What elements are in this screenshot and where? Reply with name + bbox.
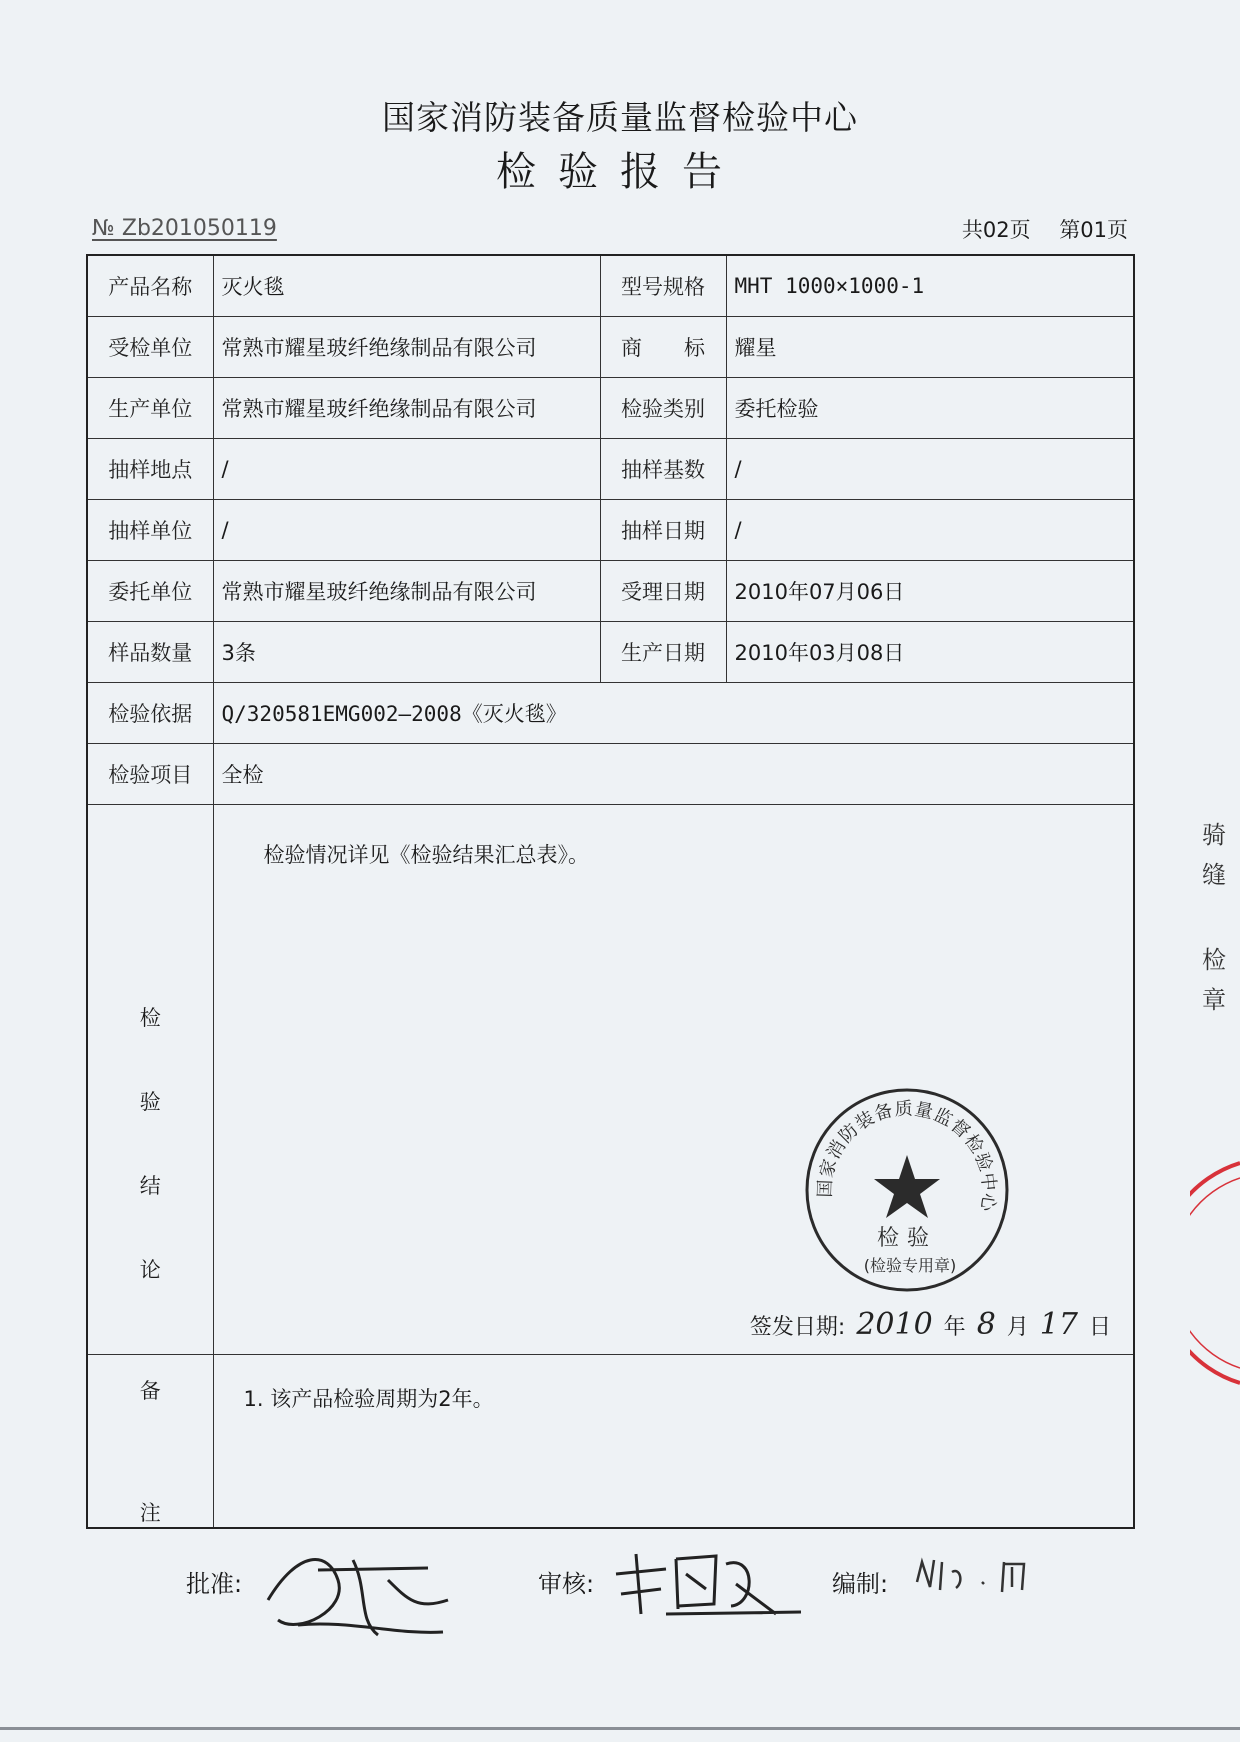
sampling-place-label: 抽样地点 <box>87 438 213 499</box>
items-label: 检验项目 <box>87 743 213 804</box>
conclusion-text: 检验情况详见《检验结果汇总表》。 <box>263 842 589 867</box>
model-spec-value: MHT 1000×1000-1 <box>726 255 1134 316</box>
basis-value: Q/320581EMG002—2008《灭火毯》 <box>213 682 1134 743</box>
sign-day-unit: 日 <box>1088 1314 1111 1340</box>
table-row <box>87 316 1134 377</box>
approve-label: 批准: <box>186 1570 243 1598</box>
sign-year-unit: 年 <box>943 1314 966 1340</box>
sampling-date-value: / <box>726 499 1134 560</box>
basis-label: 检验依据 <box>87 682 213 743</box>
remarks-text: 1. 该产品检验周期为2年。 <box>243 1386 494 1411</box>
client-label: 委托单位 <box>87 560 213 621</box>
seal-bottom-text: (检验专用章) <box>863 1255 956 1275</box>
signature-area <box>0 1550 1240 1670</box>
sign-date-label: 签发日期: <box>749 1314 846 1340</box>
trademark-value: 耀星 <box>726 316 1134 377</box>
sign-year: 2010 <box>856 1306 933 1342</box>
compile-signature <box>912 1552 1042 1602</box>
production-date-value: 2010年03月08日 <box>726 621 1134 682</box>
inspection-seal <box>802 1085 1012 1295</box>
table-row <box>87 621 1134 682</box>
remarks-char: 注 <box>139 1500 161 1525</box>
remarks-content <box>213 1354 1134 1528</box>
total-pages: 共02页 <box>961 218 1031 242</box>
sampling-unit-label: 抽样单位 <box>87 499 213 560</box>
side-mark-char: 章 <box>1202 986 1226 1014</box>
conclusion-char: 论 <box>139 1258 161 1282</box>
remarks-char: 备 <box>139 1378 161 1403</box>
conclusion-char: 结 <box>139 1174 161 1198</box>
seal-star-icon <box>874 1155 940 1218</box>
current-page: 第01页 <box>1059 218 1128 242</box>
approve-signature <box>258 1540 468 1650</box>
inspection-type-label: 检验类别 <box>600 377 726 438</box>
model-spec-label: 型号规格 <box>600 255 726 316</box>
side-mark-char: 骑 <box>1202 821 1226 849</box>
page-indicator <box>940 214 1128 244</box>
table-row <box>87 438 1134 499</box>
table-row <box>87 255 1134 316</box>
sign-month: 8 <box>976 1306 996 1342</box>
product-name-value: 灭火毯 <box>213 255 600 316</box>
remarks-row <box>87 1354 1134 1528</box>
review-signature <box>606 1544 806 1624</box>
sign-date <box>750 1307 1111 1342</box>
compile-label: 编制: <box>832 1570 889 1598</box>
client-value: 常熟市耀星玻纤绝缘制品有限公司 <box>213 560 600 621</box>
sampling-place-value: / <box>213 438 600 499</box>
conclusion-char: 验 <box>139 1090 161 1114</box>
table-row <box>87 377 1134 438</box>
sampling-unit-value: / <box>213 499 600 560</box>
seal-center-text: 检验 <box>876 1225 937 1251</box>
remarks-label <box>87 1354 213 1528</box>
conclusion-row <box>87 804 1134 1354</box>
scan-edge-line <box>0 1727 1240 1730</box>
accept-date-value: 2010年07月06日 <box>726 560 1134 621</box>
report-number: № Zb201050119 <box>92 216 277 241</box>
inspection-type-value: 委托检验 <box>726 377 1134 438</box>
product-name-label: 产品名称 <box>87 255 213 316</box>
producer-value: 常熟市耀星玻纤绝缘制品有限公司 <box>213 377 600 438</box>
red-seam-stamp <box>1190 1158 1240 1388</box>
sampling-base-label: 抽样基数 <box>600 438 726 499</box>
sampling-base-value: / <box>726 438 1134 499</box>
sign-month-unit: 月 <box>1006 1314 1029 1340</box>
accept-date-label: 受理日期 <box>600 560 726 621</box>
items-value: 全检 <box>213 743 1134 804</box>
table-row <box>87 682 1134 743</box>
sample-qty-value: 3条 <box>213 621 600 682</box>
inspected-unit-value: 常熟市耀星玻纤绝缘制品有限公司 <box>213 316 600 377</box>
production-date-label: 生产日期 <box>600 621 726 682</box>
conclusion-label <box>87 804 213 1354</box>
seal-ring-text: 国家消防装备质量监督检验中心 <box>814 1097 999 1214</box>
table-row <box>87 499 1134 560</box>
org-name: 国家消防装备质量监督检验中心 <box>382 98 858 137</box>
report-title: 检验报告 <box>496 149 744 195</box>
table-row <box>87 743 1134 804</box>
table-row <box>87 560 1134 621</box>
side-mark-char: 缝 <box>1202 861 1226 889</box>
review-label: 审核: <box>538 1570 595 1598</box>
sampling-date-label: 抽样日期 <box>600 499 726 560</box>
trademark-label: 商 标 <box>600 316 726 377</box>
conclusion-content <box>213 804 1134 1354</box>
side-mark-char: 检 <box>1202 946 1226 974</box>
sign-day: 17 <box>1039 1306 1078 1342</box>
sample-qty-label: 样品数量 <box>87 621 213 682</box>
report-table <box>86 254 1135 1529</box>
conclusion-char: 检 <box>139 1006 161 1030</box>
producer-label: 生产单位 <box>87 377 213 438</box>
inspected-unit-label: 受检单位 <box>87 316 213 377</box>
